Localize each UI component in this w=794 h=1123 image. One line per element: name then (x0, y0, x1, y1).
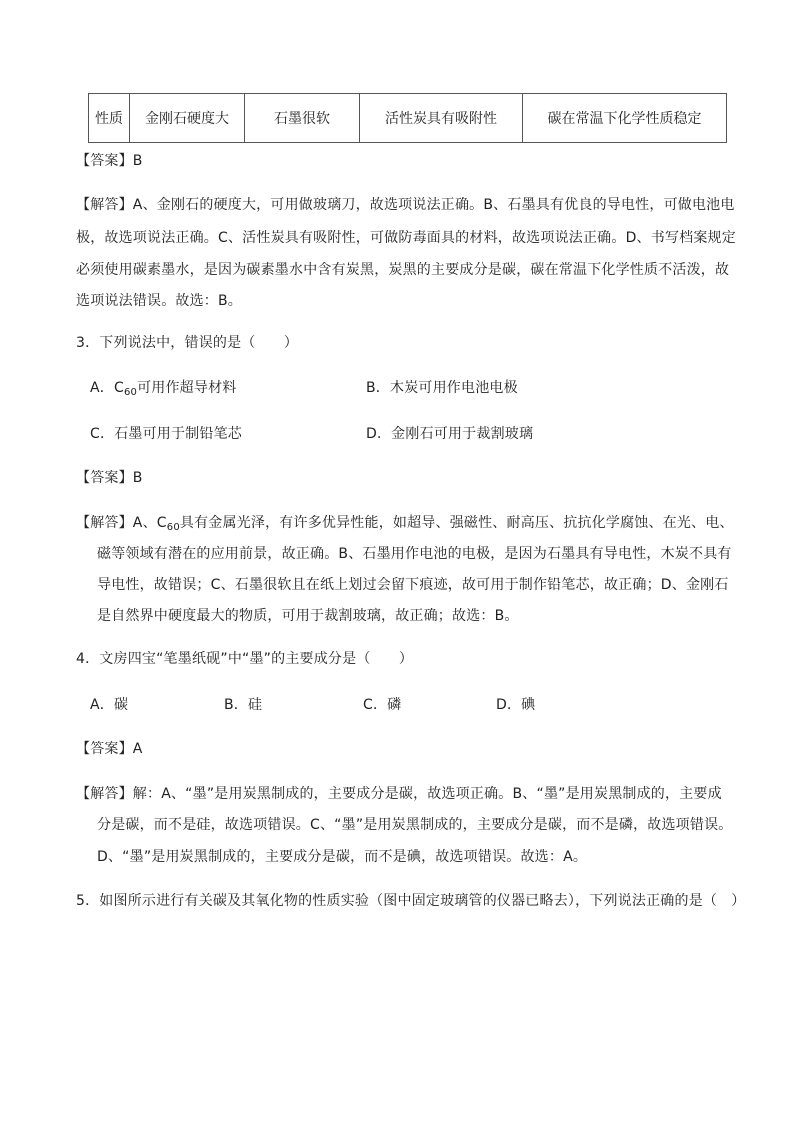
q3-option-a: A．$C_{60}$可用作超导材料 (90, 380, 237, 398)
q3-explain-line-4: 是自然界中硬度最大的物质，可用于裁割玻璃，故正确；故选：B。 (97, 608, 519, 624)
q2-answer: 【答案】B (76, 153, 143, 169)
q4-answer: 【答案】A (76, 741, 143, 757)
q5-stem: 5．如图所示进行有关碳及其氧化物的性质实验（图中固定玻璃管的仪器已略去），下列说法正确的是（ ） (76, 893, 746, 909)
table-cell-graphite: 石墨很软 (245, 94, 360, 143)
q3-explain-line-3: 导电性，故错误；C、石墨很软且在纸上划过会留下痕迹，故可用于制作铅笔芯，故正确；D、金刚石 (97, 577, 729, 593)
q3-stem: 3．下列说法中，错误的是（ ） (76, 335, 299, 351)
q4-option-a: A．碳 (90, 697, 129, 713)
table-row (89, 94, 727, 143)
q3-option-b: B．木炭可用作电池电极 (366, 380, 518, 396)
q3-explain-line-1: 【解答】A、$C_{60}$具有金属光泽，有许多优异性能，如超导、强磁性、耐高压、抗抗化学腐蚀、在光、电、 (76, 515, 734, 533)
q2-explain-line-1: 【解答】A、金刚石的硬度大，可用做玻璃刀，故选项说法正确。B、石墨具有优良的导电性，可做电池电 (76, 197, 735, 213)
q4-option-d: D．碘 (496, 697, 536, 713)
q3-answer: 【答案】B (76, 470, 143, 486)
q4-explain-line-3: D、“墨”是用炭黑制成的，主要成分是碳，而不是碘，故选项错误。故选：A。 (97, 849, 588, 865)
q2-explain-line-3: 必须使用碳素墨水，是因为碳素墨水中含有炭黑，炭黑的主要成分是碳，碳在常温下化学性质不活泼，故 (76, 262, 730, 278)
table-cell-property: 性质 (89, 94, 130, 143)
q3-explain-line-2: 磁等领域有潜在的应用前景，故正确。B、石墨用作电池的电极，是因为石墨具有导电性，木炭不具有 (97, 546, 732, 562)
q4-stem: 4．文房四宝“笔墨纸砚”中“墨”的主要成分是（ ） (76, 651, 414, 667)
q2-explain-line-4: 选项说法错误。故选：B。 (76, 293, 243, 309)
q4-explain-line-2: 分是碳，而不是硅，故选项错误。C、“墨”是用炭黑制成的，主要成分是碳，而不是磷，故选项错误。 (97, 817, 733, 833)
table-cell-diamond: 金刚石硬度大 (130, 94, 245, 143)
property-table (88, 93, 727, 143)
table-cell-carbon-stability: 碳在常温下化学性质稳定 (523, 94, 727, 143)
q4-option-b: B．硅 (224, 697, 263, 713)
q3-option-d: D．金刚石可用于裁割玻璃 (366, 426, 534, 442)
q3-option-c: C．石墨可用于制铅笔芯 (90, 426, 242, 442)
table-cell-activated-carbon: 活性炭具有吸附性 (360, 94, 523, 143)
q4-explain-line-1: 【解答】解：A、“墨”是用炭黑制成的，主要成分是碳，故选项正确。B、“墨”是用炭黑制成的，主要成 (76, 786, 722, 802)
q2-explain-line-2: 极，故选项说法正确。C、活性炭具有吸附性，可做防毒面具的材料，故选项说法正确。D、书写档案规定 (76, 230, 736, 246)
q4-option-c: C．磷 (363, 697, 402, 713)
